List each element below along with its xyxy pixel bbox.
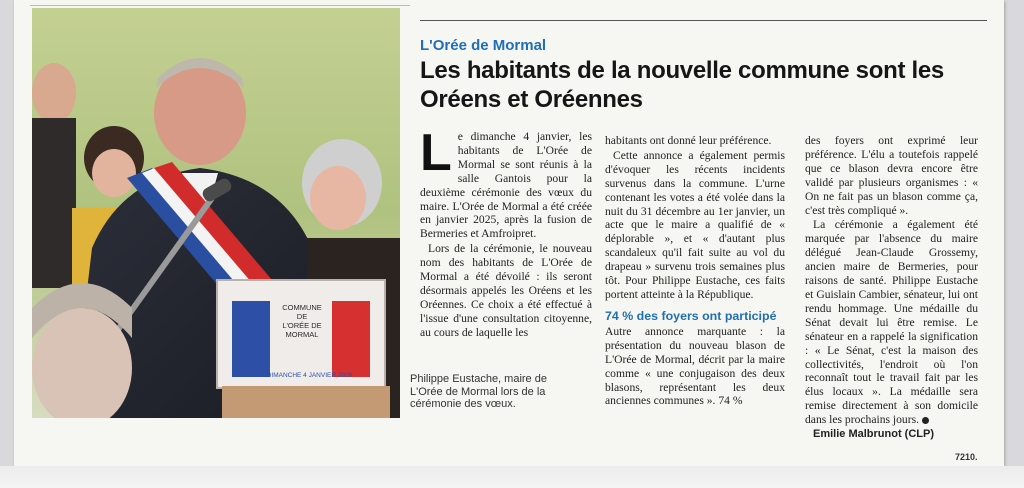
paragraph: Autre annonce marquante : la présentation du nouveau blason de L'Orée de Mormal, décrit par la maire comme « une conjugaison des deux blasons, représentant les deux anciennes communes ». 74 % [605,324,785,408]
article-photo [32,8,400,418]
sign-line: COMMUNE [282,303,322,312]
lectern-sign-date: DIMANCHE 4 JANVIER 2026 [266,372,353,379]
article-signature: Emilie Malbrunot (CLP) [813,428,934,441]
article-column-2 [605,134,785,409]
article-subhead: 74 % des foyers ont participé [605,308,777,323]
sign-line: DE [296,312,308,321]
paragraph-text: e dimanche 4 janvier, les habitants de L'Orée de Mormal se sont réunis à la salle Gantois pour la deuxième cérémonie des vœux du maire. L'Orée de Mormal a été créée en janvier 2025, après la fusion de Bermeries et Amfroipret. [420,130,592,241]
page-edge [0,466,1024,488]
paragraph: Cette annonce a également permis d'évoquer les récents incidents survenus dans la commune. L'urne contenant les votes a été volée dans la nuit du 31 décembre au 1er janvier, un acte que le maire a qualifié de « déplorable », et « d'autant plus scandaleux qu'il fait suite au vol du drapeau » survenu trois semaines plus tôt. Pour Philippe Eustache, ces faits portent atteinte à la République. [605,148,785,301]
paragraph: des foyers ont exprimé leur préférence. L'élu a toutefois rappelé que ce blason devra encore être validé par plusieurs organismes : « On ne fait pas un blason comme ça, c'est très compliqué ». [805,134,978,217]
photo-mayor-speech-icon [32,8,400,418]
paragraph [420,124,592,241]
paragraph-text: La cérémonie a également été marquée par l'absence du maire délégué Jean-Claude Grossemy, ancien maire de Bermeries, pour raisons de santé. Philippe Eustache et Guislain Cambier, sénateur, lui ont rendu hommage. Une médaille du Sénat devait lui être remise. Le sénateur en a rappelé la signification : « Le Sénat, c'est la maison des collectivités, l'endroit où l'on reconnaît tout le travail fait par les élus locaux ». La médaille sera remise directement à son domicile dans les prochains jours. [805,218,978,427]
paragraph: Lors de la cérémonie, le nouveau nom des habitants de L'Orée de Mormal a été dévoilé : ils seront désormais appelés les Oréens et les Oréennes. Ce choix a été effectué à l'issue d'une consultation citoyenne, au cours de laquelle les [420,242,592,339]
photo-caption: Philippe Eustache, maire de L'Orée de Mormal lors de la cérémonie des vœux. [410,373,547,411]
page-code: 7210. [955,452,978,462]
article-headline: Les habitants de la nouvelle commune sont les Oréens et Oréennes [420,57,944,113]
lectern-sign-text [272,303,332,339]
drop-cap: L [420,124,452,182]
article-kicker: L'Orée de Mormal [420,37,547,54]
paragraph: habitants ont donné leur préférence. [605,134,772,147]
end-mark-icon [922,417,929,424]
sign-line: MORMAL [285,330,319,339]
top-rule [420,20,987,21]
paragraph [805,218,978,427]
sign-line: L'ORÉE DE [282,321,322,330]
article-column-3 [805,134,978,443]
top-rule-left [30,5,410,6]
article-column-1 [420,124,592,341]
